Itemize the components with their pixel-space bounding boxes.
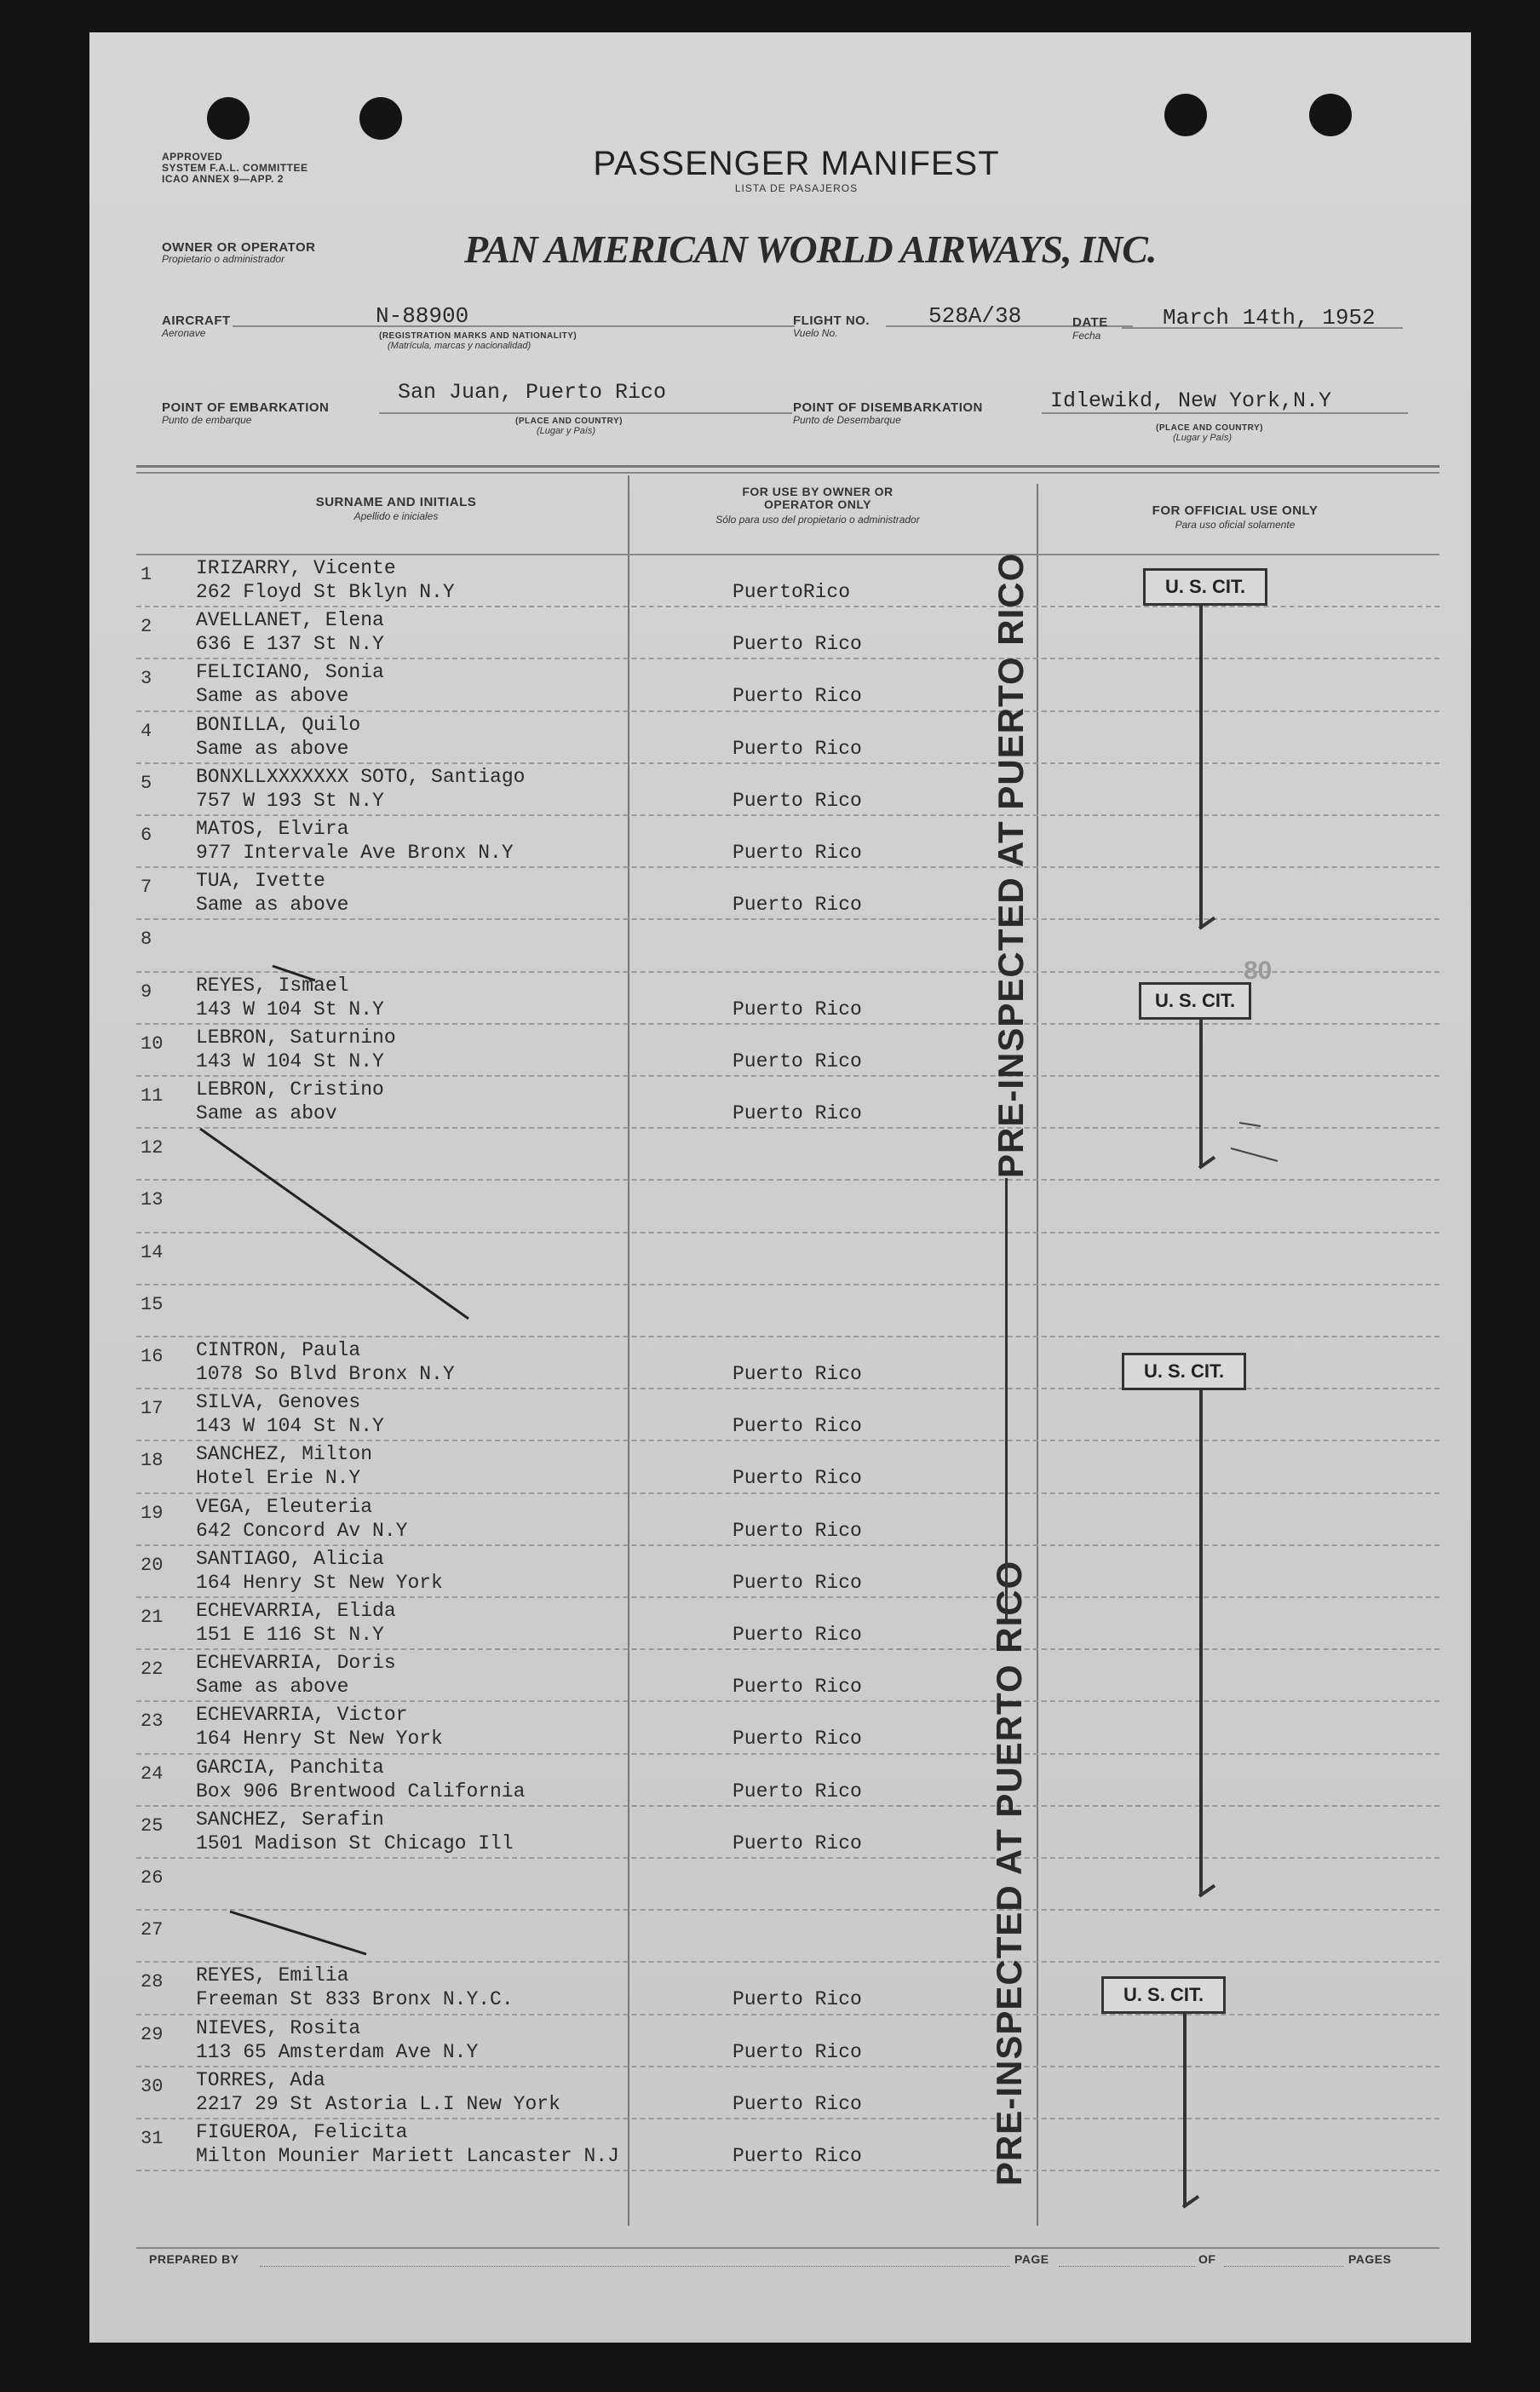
operator-note: Puerto Rico <box>733 1519 862 1542</box>
operator-note: Puerto Rico <box>733 2145 862 2167</box>
row-number: 29 <box>141 2023 164 2045</box>
row-number: 4 <box>141 720 152 742</box>
row-number: 7 <box>141 877 152 899</box>
row-number: 11 <box>141 1085 164 1107</box>
preinspected-stamp: PRE-INSPECTED AT PUERTO RICO <box>989 1560 1029 2186</box>
us-cit-bracket <box>1199 1388 1203 1895</box>
embark-place-hint-es: (Lugar y País) <box>537 426 596 436</box>
passenger-name: MATOS, Elvira <box>196 818 349 840</box>
operator-note: Puerto Rico <box>733 2040 862 2063</box>
flight-value: 528A/38 <box>928 303 1022 329</box>
row-number: 5 <box>141 772 152 794</box>
operator-note: Puerto Rico <box>733 1676 862 1699</box>
column-header-official-es: Para uso oficial solamente <box>1175 519 1296 531</box>
us-cit-stamp: U. S. CIT. <box>1143 568 1267 606</box>
operator-note: Puerto Rico <box>733 1831 862 1854</box>
passenger-address: 143 W 104 St N.Y <box>196 1415 384 1438</box>
row-number: 12 <box>141 1137 164 1159</box>
passenger-name: TORRES, Ada <box>196 2068 325 2091</box>
owner-value: PAN AMERICAN WORLD AIRWAYS, INC. <box>464 227 1157 271</box>
row-number: 25 <box>141 1814 164 1837</box>
operator-note: Puerto Rico <box>733 2092 862 2115</box>
passenger-address: Same as above <box>196 737 349 760</box>
embark-place-hint: (PLACE AND COUNTRY) <box>515 417 623 426</box>
operator-note: Puerto Rico <box>733 1624 862 1646</box>
row-number: 15 <box>141 1293 164 1315</box>
passenger-address: 977 Intervale Ave Bronx N.Y <box>196 842 514 864</box>
approval-line: SYSTEM F.A.L. COMMITTEE <box>162 162 308 174</box>
passenger-name: SANCHEZ, Milton <box>196 1443 373 1466</box>
passenger-name: SANCHEZ, Serafin <box>196 1808 384 1831</box>
passenger-address: Freeman St 833 Bronx N.Y.C. <box>196 1988 514 2011</box>
column-header-surname-es: Apellido e iniciales <box>353 510 439 522</box>
passenger-address: 151 E 116 St N.Y <box>196 1624 384 1646</box>
row-number: 14 <box>141 1241 164 1263</box>
passenger-address: Same as above <box>196 1676 349 1699</box>
date-label-es: Fecha <box>1072 330 1101 342</box>
passenger-name: SANTIAGO, Alicia <box>196 1547 384 1570</box>
passenger-name: REYES, Emilia <box>196 1964 349 1987</box>
disembark-place-hint: (PLACE AND COUNTRY) <box>1156 423 1263 433</box>
operator-note: Puerto Rico <box>733 789 862 812</box>
passenger-address: Same as above <box>196 894 349 917</box>
us-cit-stamp: U. S. CIT. <box>1139 982 1251 1020</box>
passenger-name: FELICIANO, Sonia <box>196 661 384 684</box>
disembark-label-es: Punto de Desembarque <box>793 414 901 426</box>
strike-line <box>200 1129 468 1319</box>
row-number: 3 <box>141 668 152 690</box>
preinspected-stamp: PRE-INSPECTED AT PUERTO RICO <box>991 552 1031 1178</box>
passenger-address: 113 65 Amsterdam Ave N.Y <box>196 2040 479 2063</box>
column-header-surname: SURNAME AND INITIALS <box>315 495 477 509</box>
passenger-name: LEBRON, Saturnino <box>196 1026 396 1049</box>
approval-line: APPROVED <box>162 151 223 163</box>
aircraft-hint: (REGISTRATION MARKS AND NATIONALITY) <box>379 331 578 341</box>
operator-note: PuertoRico <box>733 581 851 603</box>
operator-note: Puerto Rico <box>733 1780 862 1803</box>
flight-label: FLIGHT NO. <box>793 313 870 328</box>
us-cit-stamp: U. S. CIT. <box>1101 1976 1226 2014</box>
stamp-guide-line <box>1005 1178 1008 1621</box>
passenger-name: GARCIA, Panchita <box>196 1756 384 1779</box>
passenger-address: 757 W 193 St N.Y <box>196 789 384 812</box>
passenger-name: TUA, Ivette <box>196 870 325 893</box>
operator-note: Puerto Rico <box>733 842 862 864</box>
passenger-name: FIGUEROA, Felicita <box>196 2121 408 2143</box>
row-number: 31 <box>141 2128 164 2149</box>
passenger-name: BONILLA, Quilo <box>196 713 361 736</box>
operator-note: Puerto Rico <box>733 1363 862 1385</box>
aircraft-value: N-88900 <box>376 303 469 329</box>
passenger-address: Box 906 Brentwood California <box>196 1780 526 1803</box>
row-number: 2 <box>141 616 152 638</box>
embark-label-es: Punto de embarque <box>162 414 252 426</box>
row-number: 20 <box>141 1554 164 1576</box>
row-number: 9 <box>141 980 152 1003</box>
aircraft-hint-es: (Matrícula, marcas y nacionalidad) <box>388 341 532 351</box>
strike-line <box>1239 1123 1261 1126</box>
embark-value: San Juan, Puerto Rico <box>398 380 667 405</box>
column-header-owner-use: FOR USE BY OWNER OR OPERATOR ONLY <box>742 485 894 511</box>
aircraft-label-es: Aeronave <box>162 327 206 339</box>
passenger-address: 1078 So Blvd Bronx N.Y <box>196 1363 455 1385</box>
passenger-address: Hotel Erie N.Y <box>196 1467 361 1490</box>
row-number: 27 <box>141 1919 164 1941</box>
row-number: 21 <box>141 1607 164 1628</box>
pages-label: PAGES <box>1348 2252 1392 2266</box>
operator-note: Puerto Rico <box>733 1467 862 1490</box>
column-header-owner-use-es: Sólo para uso del propietario o administrador <box>715 514 920 526</box>
passenger-name: REYES, Ismael <box>196 974 349 997</box>
passenger-address: Milton Mounier Mariett Lancaster N.J <box>196 2145 619 2167</box>
passenger-name: ECHEVARRIA, Victor <box>196 1704 408 1727</box>
of-label: OF <box>1198 2252 1216 2266</box>
page-title: PASSENGER MANIFEST <box>593 145 1000 182</box>
operator-note: Puerto Rico <box>733 998 862 1021</box>
passenger-address: 143 W 104 St N.Y <box>196 998 384 1021</box>
operator-note: Puerto Rico <box>733 1049 862 1072</box>
us-cit-stamp: U. S. CIT. <box>1122 1353 1246 1390</box>
manifest-sheet <box>89 32 1471 2343</box>
strike-line <box>273 966 315 980</box>
operator-note: Puerto Rico <box>733 1571 862 1594</box>
owner-label: OWNER OR OPERATOR <box>162 240 316 255</box>
operator-note: Puerto Rico <box>733 1988 862 2011</box>
embark-label: POINT OF EMBARKATION <box>162 400 330 415</box>
passenger-name: ECHEVARRIA, Doris <box>196 1652 396 1675</box>
disembark-label: POINT OF DISEMBARKATION <box>793 400 983 415</box>
owner-label-es: Propietario o administrador <box>162 253 285 265</box>
passenger-name: NIEVES, Rosita <box>196 2016 361 2039</box>
row-number: 19 <box>141 1502 164 1524</box>
disembark-value: Idlewikd, New York,N.Y <box>1050 388 1332 413</box>
strike-line <box>1231 1148 1278 1161</box>
passenger-name: ECHEVARRIA, Elida <box>196 1600 396 1622</box>
aircraft-label: AIRCRAFT <box>162 313 231 328</box>
passenger-name: IRIZARRY, Vicente <box>196 557 396 579</box>
row-number: 23 <box>141 1711 164 1733</box>
us-cit-bracket <box>1199 1017 1203 1166</box>
passenger-name: CINTRON, Paula <box>196 1339 361 1361</box>
row-number: 17 <box>141 1398 164 1420</box>
passenger-name: AVELLANET, Elena <box>196 609 384 632</box>
row-number: 13 <box>141 1189 164 1211</box>
row-number: 28 <box>141 1971 164 1993</box>
row-number: 24 <box>141 1762 164 1785</box>
operator-note: Puerto Rico <box>733 1728 862 1751</box>
passenger-address: 164 Henry St New York <box>196 1571 443 1594</box>
strike-marks <box>89 32 1471 2343</box>
passenger-address: 636 E 137 St N.Y <box>196 633 384 656</box>
row-number: 6 <box>141 825 152 846</box>
us-cit-bracket <box>1199 603 1203 927</box>
date-value: March 14th, 1952 <box>1163 305 1376 331</box>
page-subtitle: LISTA DE PASAJEROS <box>734 182 859 194</box>
passenger-name: BONXLLXXXXXXX SOTO, Santiago <box>196 765 526 788</box>
date-label: DATE <box>1072 315 1108 330</box>
passenger-name: LEBRON, Cristino <box>196 1078 384 1101</box>
passenger-name: VEGA, Eleuteria <box>196 1495 373 1518</box>
operator-note: Puerto Rico <box>733 685 862 708</box>
passenger-address: Same as abov <box>196 1102 337 1124</box>
approval-line: ICAO ANNEX 9—APP. 2 <box>162 173 284 185</box>
strike-line <box>230 1912 366 1954</box>
operator-note: Puerto Rico <box>733 894 862 917</box>
passenger-address: 642 Concord Av N.Y <box>196 1519 408 1542</box>
operator-note: Puerto Rico <box>733 737 862 760</box>
passenger-address: 143 W 104 St N.Y <box>196 1049 384 1072</box>
us-cit-bracket <box>1183 2011 1187 2205</box>
row-number: 30 <box>141 2075 164 2097</box>
passenger-address: 262 Floyd St Bklyn N.Y <box>196 581 455 603</box>
passenger-address: 164 Henry St New York <box>196 1728 443 1751</box>
passenger-address: 1501 Madison St Chicago Ill <box>196 1831 514 1854</box>
passenger-name: SILVA, Genoves <box>196 1391 361 1414</box>
row-number: 16 <box>141 1346 164 1367</box>
row-number: 10 <box>141 1032 164 1055</box>
row-number: 26 <box>141 1867 164 1889</box>
disembark-place-hint-es: (Lugar y País) <box>1173 433 1233 443</box>
passenger-address: Same as above <box>196 685 349 708</box>
operator-note: Puerto Rico <box>733 1415 862 1438</box>
flight-label-es: Vuelo No. <box>793 327 838 339</box>
row-number: 18 <box>141 1450 164 1472</box>
prepared-by-label: PREPARED BY <box>149 2252 239 2266</box>
row-number: 8 <box>141 929 152 951</box>
operator-note: Puerto Rico <box>733 1102 862 1124</box>
row-number: 1 <box>141 564 152 585</box>
page-label: PAGE <box>1014 2252 1049 2266</box>
faint-mark: 80 <box>1244 957 1273 985</box>
operator-note: Puerto Rico <box>733 633 862 656</box>
passenger-address: 2217 29 St Astoria L.I New York <box>196 2092 560 2115</box>
column-header-official: FOR OFFICIAL USE ONLY <box>1152 503 1319 518</box>
row-number: 22 <box>141 1659 164 1681</box>
